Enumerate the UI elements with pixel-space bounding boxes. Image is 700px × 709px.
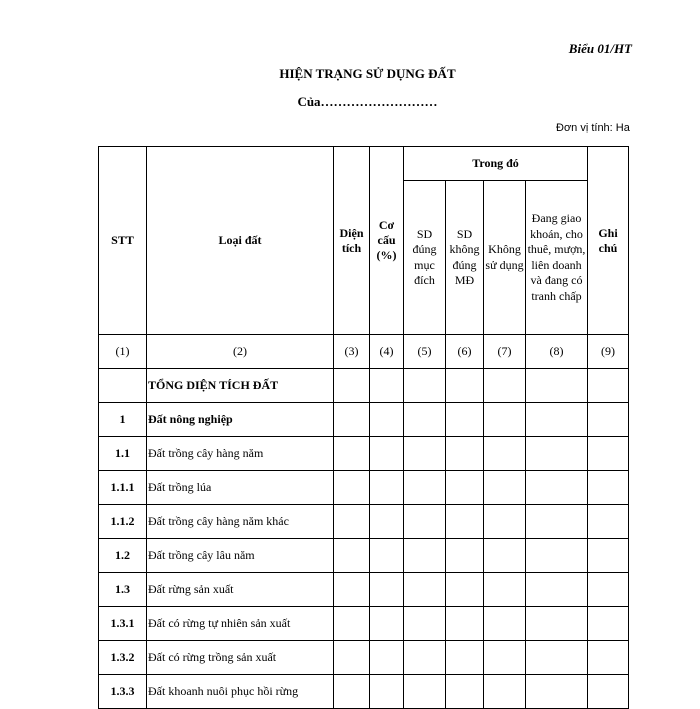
empty-cell [404,607,446,641]
empty-cell [484,505,526,539]
empty-cell [526,641,588,675]
header-structure: Cơ cấu (%) [370,147,404,335]
header-unused: Không sử dụng [484,181,526,335]
col-number: (1) [99,335,147,369]
table-row [99,607,629,641]
empty-cell [446,641,484,675]
empty-cell [404,369,446,403]
empty-cell [588,539,629,573]
empty-cell [446,471,484,505]
empty-cell [484,437,526,471]
header-notes: Ghi chú [588,147,629,335]
empty-cell [588,641,629,675]
row-stt: 1.1.1 [99,471,147,505]
row-land-type: Đất trồng cây hàng năm [147,437,334,471]
empty-cell [334,641,370,675]
empty-cell [404,403,446,437]
empty-cell [446,505,484,539]
empty-cell [334,539,370,573]
row-land-type: TỔNG DIỆN TÍCH ĐẤT [147,369,334,403]
empty-cell [334,369,370,403]
table-row [99,403,629,437]
empty-cell [446,539,484,573]
empty-cell [404,505,446,539]
empty-cell [484,675,526,709]
header-area: Diện tích [334,147,370,335]
table-row [99,505,629,539]
col-number: (8) [526,335,588,369]
empty-cell [404,437,446,471]
row-stt: 1 [99,403,147,437]
col-number: (4) [370,335,404,369]
empty-cell [334,403,370,437]
empty-cell [484,403,526,437]
empty-cell [526,607,588,641]
col-number: (9) [588,335,629,369]
row-land-type: Đất khoanh nuôi phục hồi rừng [147,675,334,709]
empty-cell [334,437,370,471]
row-land-type: Đất có rừng trồng sản xuất [147,641,334,675]
empty-cell [370,675,404,709]
table-row [99,641,629,675]
col-number: (5) [404,335,446,369]
header-correct-use: SD đúng mục đích [404,181,446,335]
col-number: (2) [147,335,334,369]
empty-cell [588,437,629,471]
empty-cell [334,471,370,505]
empty-cell [370,505,404,539]
empty-cell [370,403,404,437]
empty-cell [370,539,404,573]
empty-cell [484,641,526,675]
unit-label: Đơn vị tính: Ha [556,122,630,134]
empty-cell [588,573,629,607]
row-land-type: Đất trồng cây hàng năm khác [147,505,334,539]
empty-cell [370,607,404,641]
empty-cell [526,437,588,471]
row-land-type: Đất có rừng tự nhiên sản xuất [147,607,334,641]
empty-cell [370,471,404,505]
empty-cell [370,369,404,403]
row-stt: 1.2 [99,539,147,573]
empty-cell [484,369,526,403]
empty-cell [588,471,629,505]
header-stt: STT [99,147,147,335]
empty-cell [526,403,588,437]
empty-cell [484,539,526,573]
header-incorrect-use: SD không đúng MĐ [446,181,484,335]
row-stt: 1.3.1 [99,607,147,641]
row-stt: 1.3.3 [99,675,147,709]
empty-cell [404,675,446,709]
row-stt: 1.3.2 [99,641,147,675]
col-number: (7) [484,335,526,369]
empty-cell [370,641,404,675]
empty-cell [526,471,588,505]
table-row [99,539,629,573]
empty-cell [526,505,588,539]
empty-cell [526,675,588,709]
empty-cell [446,403,484,437]
table-row [99,369,629,403]
col-number: (6) [446,335,484,369]
empty-cell [334,607,370,641]
table-row [99,437,629,471]
empty-cell [446,607,484,641]
empty-cell [370,437,404,471]
header-land-type: Loại đất [147,147,334,335]
empty-cell [526,369,588,403]
form-code: Biểu 01/HT [568,41,632,56]
empty-cell [526,573,588,607]
empty-cell [446,369,484,403]
empty-cell [334,573,370,607]
document-subtitle: Của……………………… [297,94,438,109]
empty-cell [404,573,446,607]
empty-cell [484,471,526,505]
empty-cell [588,675,629,709]
header-leased-disputed: Đang giao khoán, cho thuê, mượn, liên doanh và đang có tranh chấp [526,181,588,335]
empty-cell [588,369,629,403]
empty-cell [334,675,370,709]
empty-cell [526,539,588,573]
empty-cell [404,471,446,505]
col-number: (3) [334,335,370,369]
empty-cell [404,539,446,573]
row-stt: 1.1.2 [99,505,147,539]
empty-cell [370,573,404,607]
empty-cell [484,607,526,641]
empty-cell [404,641,446,675]
empty-cell [446,437,484,471]
empty-cell [588,607,629,641]
header-of-which: Trong đó [404,147,588,181]
empty-cell [484,573,526,607]
empty-cell [446,573,484,607]
empty-cell [588,505,629,539]
row-stt: 1.3 [99,573,147,607]
row-land-type: Đất rừng sản xuất [147,573,334,607]
row-land-type: Đất trồng lúa [147,471,334,505]
table-row [99,675,629,709]
empty-cell [588,403,629,437]
row-land-type: Đất nông nghiệp [147,403,334,437]
document-title: HIỆN TRẠNG SỬ DỤNG ĐẤT [279,66,456,81]
row-stt [99,369,147,403]
land-use-table [98,146,629,709]
empty-cell [446,675,484,709]
row-stt: 1.1 [99,437,147,471]
table-row [99,471,629,505]
row-land-type: Đất trồng cây lâu năm [147,539,334,573]
empty-cell [334,505,370,539]
table-row [99,573,629,607]
